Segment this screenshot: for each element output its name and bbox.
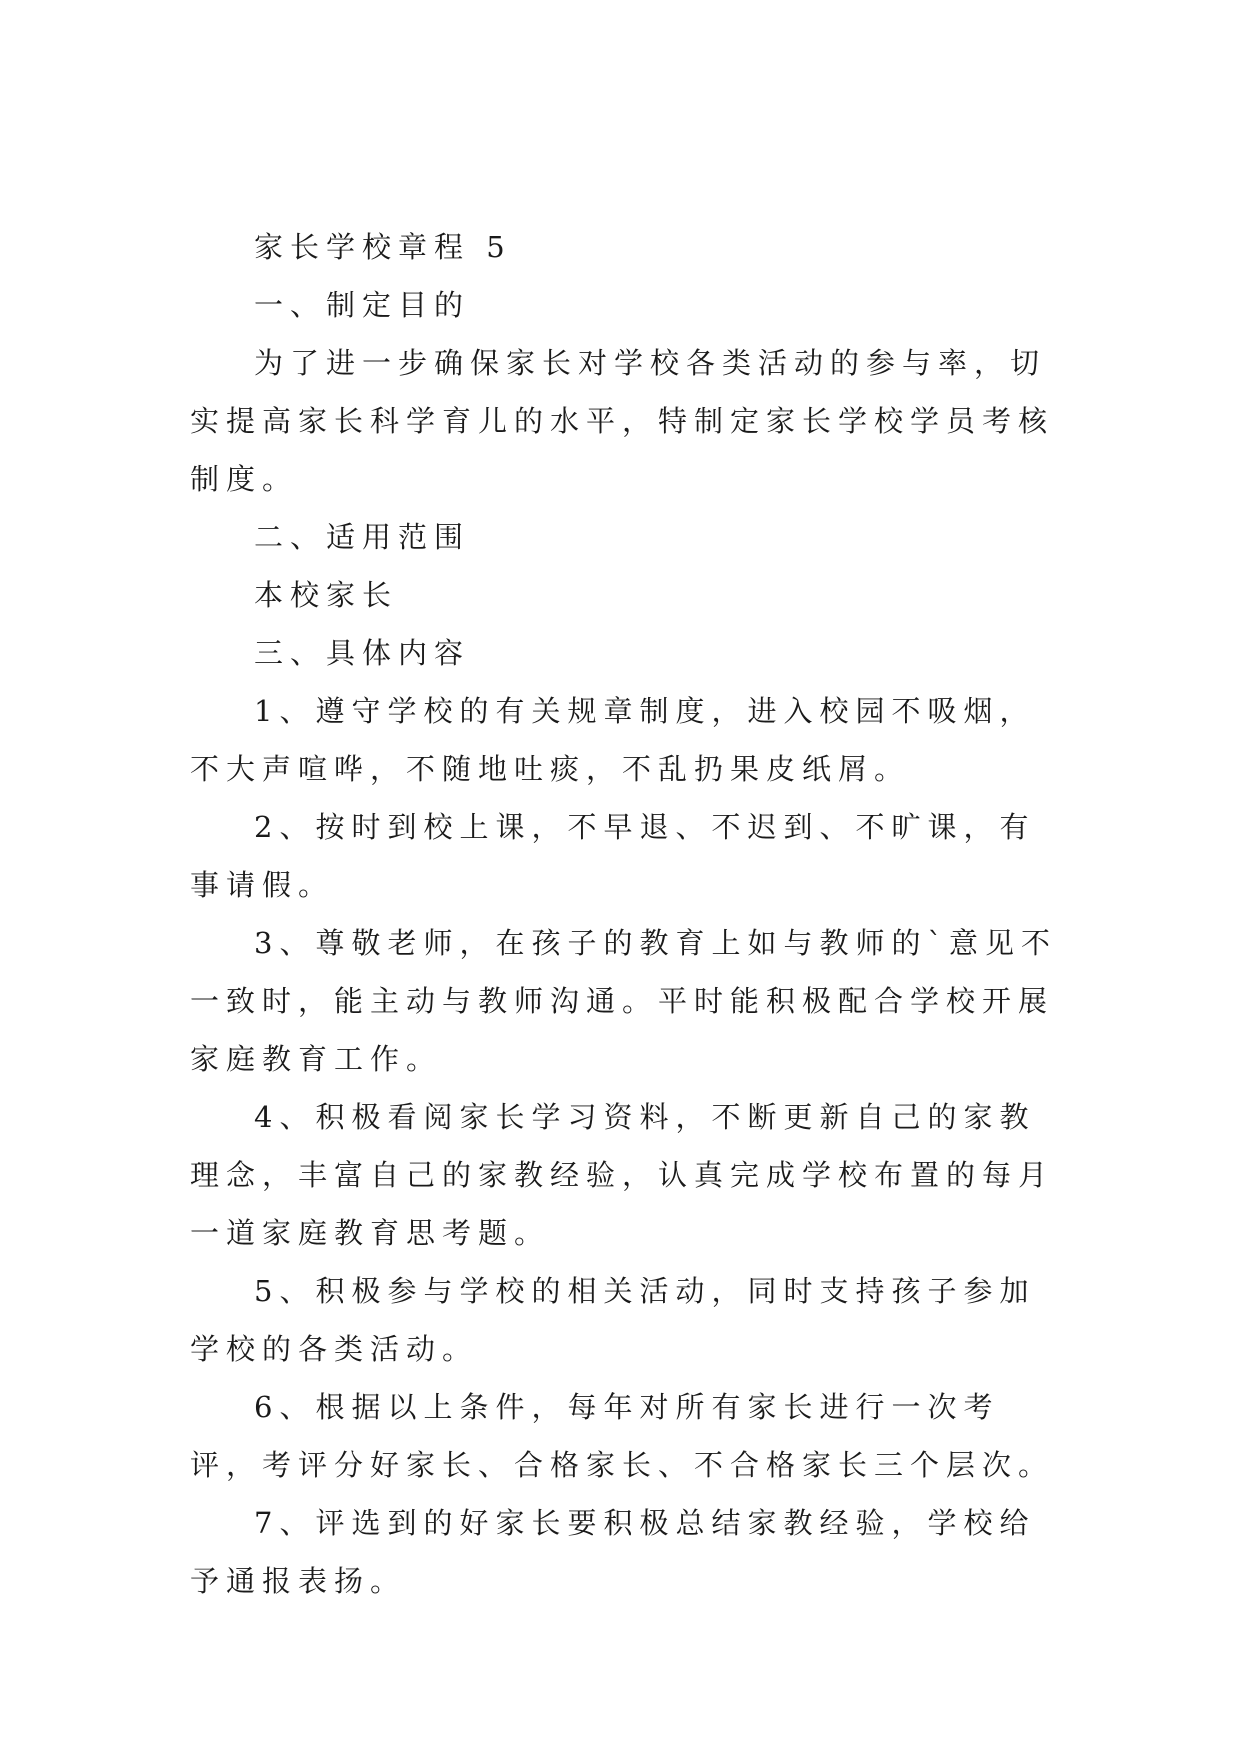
list-item-7: 7、评选到的好家长要积极总结家教经验，学校给予通报表扬。 bbox=[190, 1506, 1036, 1598]
list-item-1: 1、遵守学校的有关规章制度，进入校园不吸烟，不大声喧哗，不随地吐痰，不乱扔果皮纸屑。 bbox=[190, 694, 1036, 786]
list-item-4: 4、积极看阅家长学习资料，不断更新自己的家教理念，丰富自己的家教经验，认真完成学校布置的每月一道家庭教育思考题。 bbox=[190, 1100, 1055, 1250]
list-item-5: 5、积极参与学校的相关活动，同时支持孩子参加学校的各类活动。 bbox=[190, 1274, 1036, 1366]
section-heading-content: 三、具体内容 bbox=[254, 636, 471, 670]
document-body bbox=[190, 218, 1058, 1610]
paragraph-scope: 本校家长 bbox=[254, 578, 399, 612]
list-item-6: 6、根据以上条件，每年对所有家长进行一次考评，考评分好家长、合格家长、不合格家长三个层次。 bbox=[190, 1390, 1055, 1482]
document-title: 家长学校章程 5 bbox=[254, 230, 512, 264]
section-heading-scope: 二、适用范围 bbox=[254, 520, 471, 554]
paragraph-purpose: 为了进一步确保家长对学校各类活动的参与率，切实提高家长科学育儿的水平，特制定家长学校学员考核制度。 bbox=[190, 346, 1055, 496]
list-item-3: 3、尊敬老师，在孩子的教育上如与教师的`意见不一致时，能主动与教师沟通。平时能积极配合学校开展家庭教育工作。 bbox=[190, 926, 1057, 1076]
list-item-2: 2、按时到校上课，不早退、不迟到、不旷课，有事请假。 bbox=[190, 810, 1036, 902]
section-heading-purpose: 一、制定目的 bbox=[254, 288, 471, 322]
